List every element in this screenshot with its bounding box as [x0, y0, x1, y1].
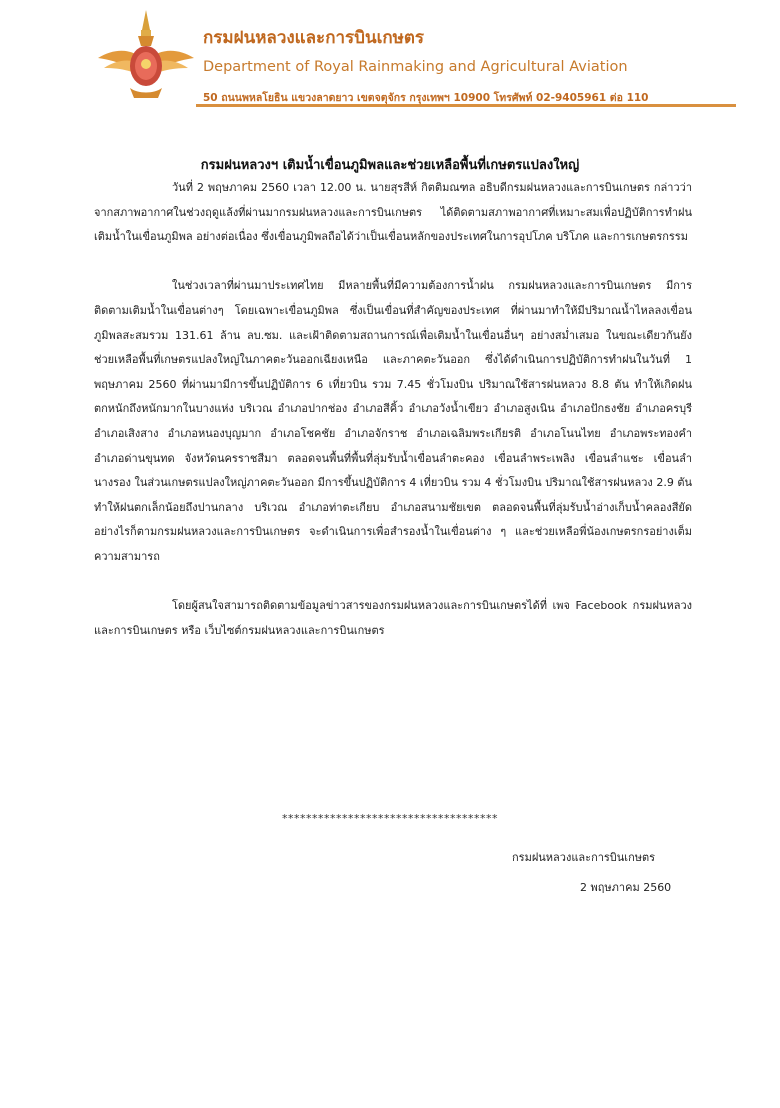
- signature-organization: กรมฝนหลวงและการบินเกษตร: [512, 851, 656, 864]
- org-name-thai: กรมฝนหลวงและการบินเกษตร: [203, 28, 425, 48]
- document-body: [94, 176, 692, 668]
- paragraph-1: วันที่ 2 พฤษภาคม 2560 เวลา 12.00 น. นายสุรสีห์ กิตติมณฑล อธิบดีกรมฝนหลวงและการบินเกษตร กล่าวว่า จากสภาพอากาศในช่วงฤดูแล้งที่ผ่านมากรมฝนหลวงและการบินเกษตร ได้ติดตามสภาพอากาศที่เหมาะสมเพื่อปฏิบัติการทำฝนเติมน้ำในเขื่อนภูมิพล อย่างต่อเนื่อง ซึ่งเขื่อนภูมิพลถือได้ว่าเป็นเขื่อนหลักของประเทศในการอุปโภค บริโภค และการเกษตรกรรม: [94, 181, 692, 244]
- letterhead: [0, 0, 780, 120]
- paragraph-2: ในช่วงเวลาที่ผ่านมาประเทศไทย มีหลายพื้นที่มีความต้องการน้ำฝน กรมฝนหลวงและการบินเกษตร มีการติดตามเติมน้ำในเขื่อนต่างๆ โดยเฉพาะเขื่อนภูมิพล ซึ่งเป็นเขื่อนที่สำคัญของประเทศ ที่ผ่านมาทำให้มีปริมาณน้ำไหลลงเขื่อนภูมิพลสะสมรวม 131.61 ล้าน ลบ.ซม. และเฝ้าติดตามสถานการณ์เพื่อเติมน้ำในเขื่อนอื่นๆ อย่างสม่ำเสมอ ในขณะเดียวกันยังช่วยเหลือพื้นที่เกษตรแปลงใหญ่ในภาคตะวันออกเฉียงเหนือ และภาคตะวันออก ซึ่งได้ดำเนินการปฏิบัติการทำฝนในวันที่ 1 พฤษภาคม 2560 ที่ผ่านมามีการขึ้นปฏิบัติการ 6 เที่ยวบิน รวม 7.45 ชั่วโมงบิน ปริมาณใช้สารฝนหลวง 8.8 ตัน ทำให้เกิดฝนตกหนักถึงหนักมากในบางแห่ง บริเวณ อำเภอปากช่อง อำเภอสีคิ้ว อำเภอวังน้ำเขียว อำเภอสูงเนิน อำเภอปักธงชัย อำเภอครบุรี อำเภอเสิงสาง อำเภอหนองบุญมาก อำเภอโชคชัย อำเภอจักราช อำเภอเฉลิมพระเกียรติ อำเภอโนนไทย อำเภอพระทองคำ อำเภอด่านขุนทด จังหวัดนครราชสีมา ตลอดจนพื้นที่พื้นที่ลุ่มรับน้ำเขื่อนลำตะคอง เขื่อนลำพระเพลิง เขื่อนลำแชะ เขื่อนลำนางรอง ในส่วนเกษตรแปลงใหญ่ภาคตะวันออก มีการขึ้นปฏิบัติการ 4 เที่ยวบิน รวม 4 ชั่วโมงบิน ปริมาณใช้สารฝนหลวง 2.9 ตัน ทำให้ฝนตกเล็กน้อยถึงปานกลาง บริเวณ อำเภอท่าตะเกียบ อำเภอสนามชัยเขต ตลอดจนพื้นที่ลุ่มรับน้ำอ่างเก็บน้ำคลองสียัด อย่างไรก็ตามกรมฝนหลวงและการบินเกษตร จะดำเนินการเพื่อสำรองน้ำในเขื่อนต่าง ๆ และช่วยเหลือพี่น้องเกษตรกรอย่างเต็มความสามารถ: [94, 279, 692, 563]
- org-name-english: Department of Royal Rainmaking and Agricultural Aviation: [203, 59, 628, 75]
- signature-date: 2 พฤษภาคม 2560: [580, 881, 672, 894]
- paragraph-3: โดยผู้สนใจสามารถติดตามข้อมูลข่าวสารของกรมฝนหลวงและการบินเกษตรได้ที่ เพจ Facebook กรมฝนหลวงและการบินเกษตร หรือ เว็บไซต์กรมฝนหลวงและการบินเกษตร: [94, 599, 692, 637]
- royal-garuda-emblem-icon: [96, 8, 196, 104]
- document-title: กรมฝนหลวงฯ เติมน้ำเขื่อนภูมิพลและช่วยเหลือพื้นที่เกษตรแปลงใหญ่: [200, 157, 580, 173]
- asterisk-separator: ************************************: [282, 812, 498, 825]
- org-address: 50 ถนนพหลโยธิน แขวงลาดยาว เขตจตุจักร กรุงเทพฯ 10900 โทรศัพท์ 02-9405961 ต่อ 110: [203, 92, 649, 104]
- letterhead-divider: [196, 104, 736, 107]
